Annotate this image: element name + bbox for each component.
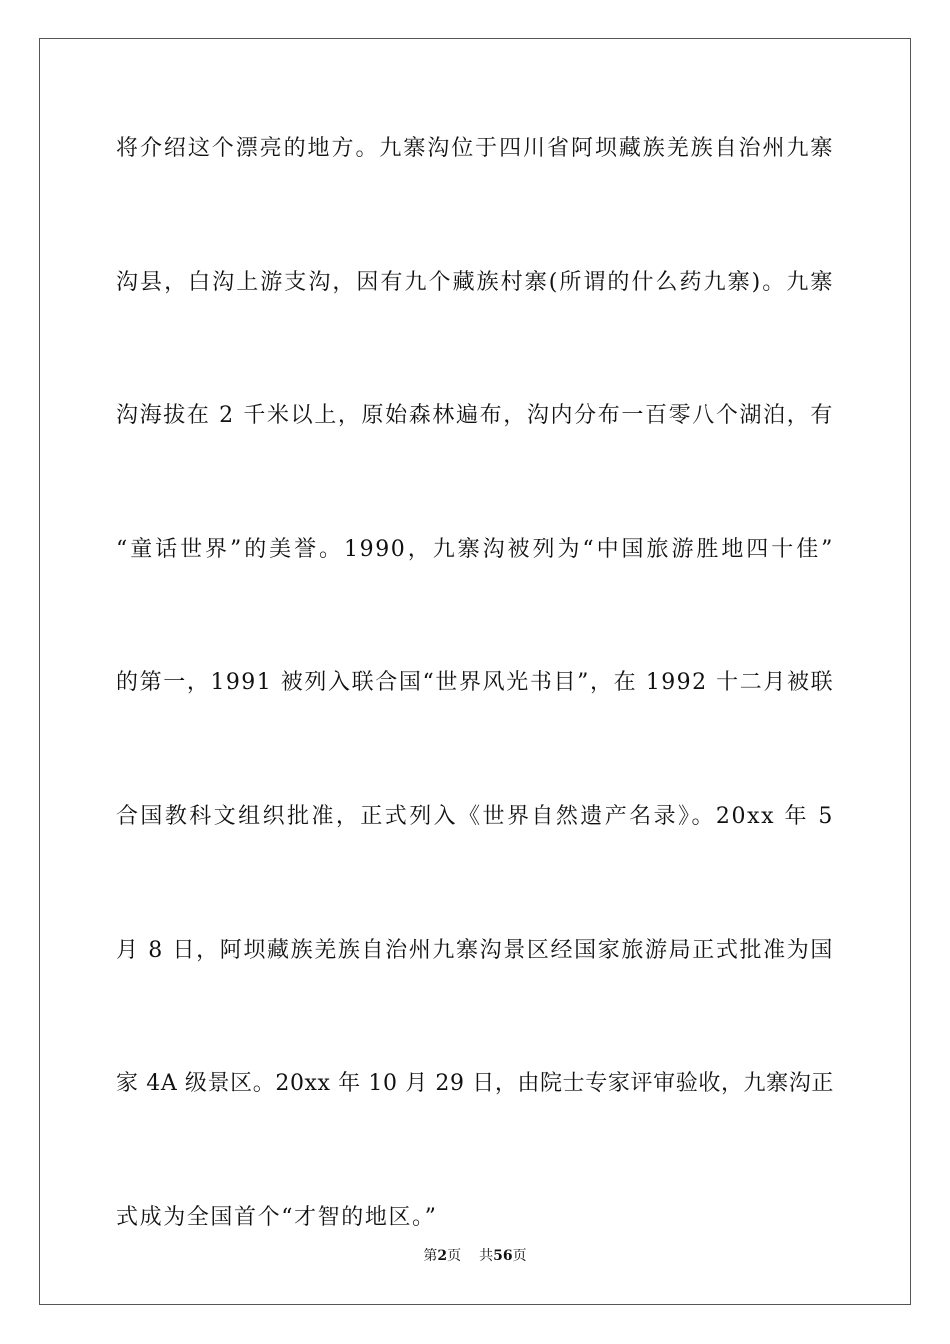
- page-prefix: 第: [423, 1248, 438, 1264]
- text-line-1: 将介绍这个漂亮的地方。九寨沟位于四川省阿坝藏族羌族自治州九寨: [116, 136, 834, 161]
- page-suffix: 页: [447, 1248, 462, 1264]
- total-suffix: 页: [512, 1248, 527, 1264]
- text-line-7: 月 8 日，阿坝藏族羌族自治州九寨沟景区经国家旅游局正式批准为国: [116, 937, 834, 963]
- total-prefix: 共: [479, 1248, 494, 1264]
- text-line-3: 沟海拔在 2 千米以上，原始森林遍布，沟内分布一百零八个湖泊，有: [116, 403, 834, 429]
- text-line-5: 的第一，1991 被列入联合国“世界风光书目”，在 1992 十二月被联: [116, 670, 834, 696]
- text-line-2: 沟县，白沟上游支沟，因有九个藏族村寨(所谓的什么药九寨)。九寨: [116, 269, 834, 295]
- text-line-8: 家 4A 级景区。20xx 年 10 月 29 日，由院士专家评审验收，九寨沟正: [116, 1071, 834, 1097]
- page-number: 2: [437, 1248, 448, 1264]
- text-line-4: “童话世界”的美誉。1990，九寨沟被列为“中国旅游胜地四十佳”: [116, 536, 834, 562]
- page-footer: [0, 1246, 950, 1266]
- total-pages: 56: [493, 1248, 513, 1264]
- text-line-9: 式成为全国首个“才智的地区。”: [116, 1204, 438, 1230]
- text-line-6: 合国教科文组织批准，正式列入《世界自然遗产名录》。20xx 年 5: [116, 803, 834, 829]
- document-body: [116, 128, 834, 1330]
